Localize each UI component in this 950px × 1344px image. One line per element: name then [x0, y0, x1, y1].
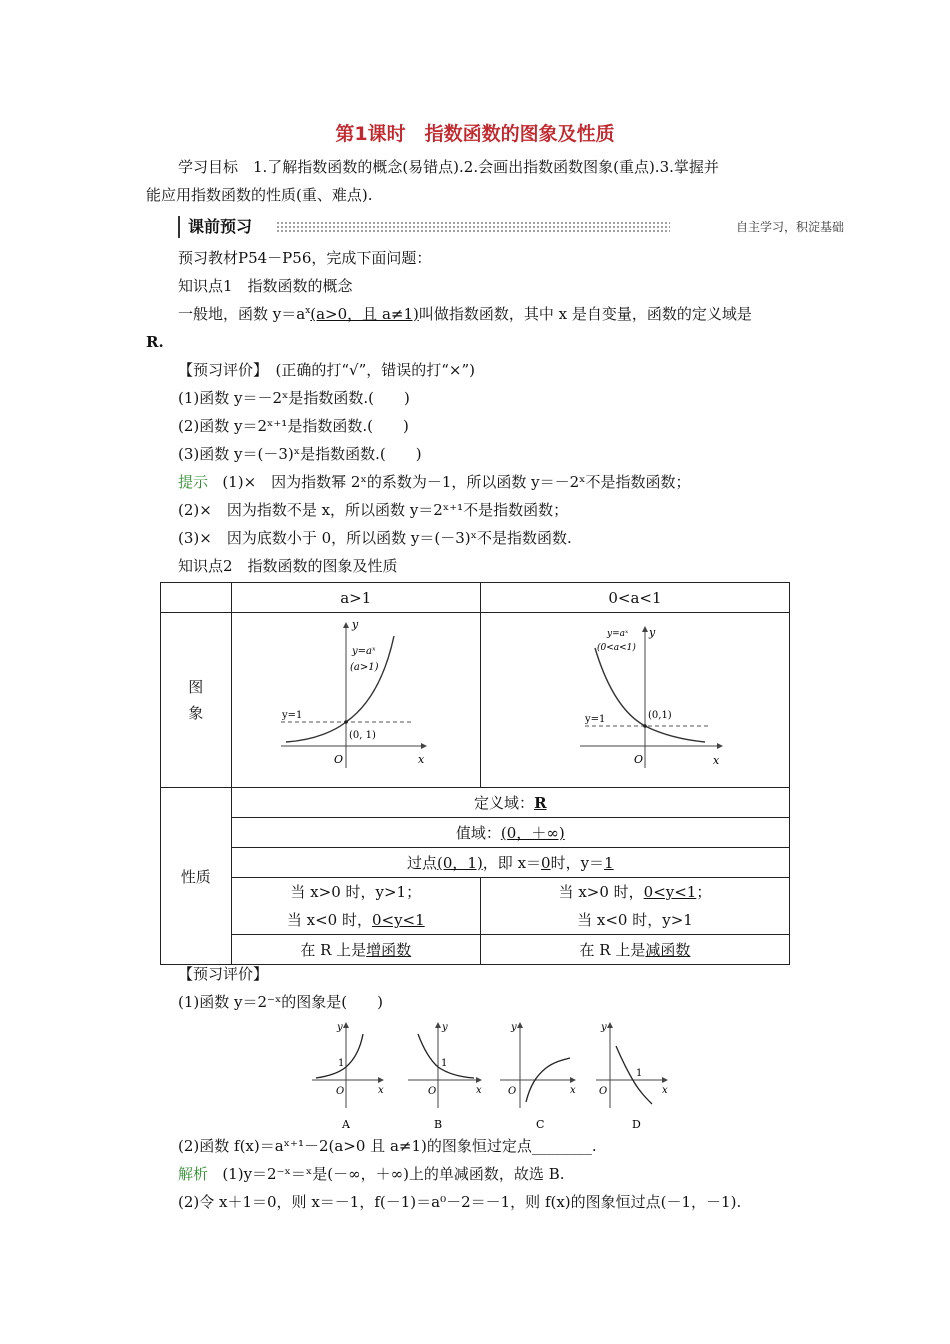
gt1-y1: y=1: [281, 710, 303, 721]
gt1-case2-pre: 当 x<0 时，: [286, 911, 372, 929]
choice-a-y: y: [337, 1022, 343, 1033]
point-mid2: 时，y＝: [550, 854, 605, 872]
col-header-lt1: 0<a<1: [480, 583, 789, 613]
choice-d-o: O: [599, 1086, 608, 1097]
gt1-eq: y=aˣ: [351, 646, 376, 657]
range-cell: [231, 818, 789, 848]
solution-2: (2)令 x＋1＝0，则 x＝－1，f(－1)＝a⁰－2＝－1，则 f(x)的图象恒过点(－1，－1).: [178, 1193, 742, 1211]
gt1-x-label: x: [417, 753, 424, 766]
choice-d-graph: [596, 1022, 668, 1131]
choice-d-x: x: [662, 1085, 668, 1096]
gt1-case1: 当 x>0 时，y>1；: [290, 883, 422, 901]
lt1-case1-val: 0<y<1: [643, 883, 697, 901]
row-label-graph: 图 象: [161, 613, 232, 788]
gt1-case2: [232, 906, 480, 934]
choice-a-x: x: [378, 1085, 384, 1096]
hint-1: (1)× 因为指数幂 2ˣ的系数为－1，所以函数 y＝－2ˣ不是指数函数；: [222, 473, 691, 491]
choice-c-graph: [500, 1022, 576, 1131]
kp1-def-post: 叫做指数函数，其中 x 是自变量，函数的定义域是: [418, 305, 752, 323]
choice-b-one: 1: [441, 1058, 448, 1069]
point-value: (0，1): [437, 854, 483, 872]
choice-d-label: D: [632, 1118, 641, 1131]
lt1-y1: y=1: [584, 714, 606, 725]
section-bar-label: 课前预习: [178, 216, 252, 238]
gt1-case2-val: 0<y<1: [371, 911, 425, 929]
choice-c-x: x: [570, 1085, 576, 1096]
kp1-definition: 一般地，函数 $y=a^x(a>0$，且 a≠1)叫做指数函数，其中 x 是自变量，函数的定义域是: [178, 305, 752, 323]
choice-d-one: 1: [636, 1068, 643, 1079]
lt1-case1-post: ；: [696, 883, 712, 901]
learning-objectives-line1: 学习目标 1.了解指数函数的概念(易错点).2.会画出指数函数图象(重点).3.掌握并: [178, 158, 719, 176]
problem-1: (1)函数 y＝2⁻ˣ的图象是( ): [178, 993, 384, 1011]
section-bar: [178, 216, 850, 238]
lt1-x-label: x: [712, 754, 720, 767]
lt1-origin: O: [633, 753, 643, 766]
kp1-def-pre: 一般地，函数 y＝a: [178, 305, 306, 323]
lt1-point: (0,1): [647, 710, 672, 721]
learning-objectives-line2: 能应用指数函数的性质(重、难点).: [146, 186, 373, 204]
values-lt1-cell: [480, 878, 789, 935]
hint-label: 提示: [178, 473, 209, 491]
graph-lt1-cell: [480, 613, 789, 788]
page-title: 第1课时 指数函数的图象及性质: [335, 123, 615, 145]
choice-graphs: [300, 1020, 680, 1132]
lt1-case1-pre: 当 x>0 时，: [558, 883, 644, 901]
eval2-title: 【预习评价】: [178, 965, 269, 983]
choice-b-o: O: [428, 1086, 437, 1097]
choice-b-graph: [408, 1022, 482, 1131]
gt1-y-label: y: [351, 618, 358, 631]
problem-2: (2)函数 f(x)＝aˣ⁺¹－2(a>0 且 a≠1)的图象恒过定点________.: [178, 1137, 597, 1155]
hint-3: (3)× 因为底数小于 0，所以函数 y＝(－3)ˣ不是指数函数.: [178, 529, 572, 547]
gt1-origin: O: [333, 753, 343, 766]
choice-b-y: y: [442, 1022, 448, 1033]
question-1: (1)函数 y＝－2ˣ是指数函数.( ): [178, 389, 410, 407]
kp1-def-cond: (a>0，且 a≠1): [310, 305, 419, 323]
domain-cell: [231, 788, 789, 818]
choice-a-o: O: [336, 1086, 345, 1097]
solution-1-line: [178, 1164, 564, 1184]
solution-1: (1)y＝2⁻ˣ＝ˣ是(－∞，＋∞)上的单减函数，故选 B.: [222, 1165, 565, 1183]
domain-label: 定义域：: [474, 794, 535, 812]
choice-b-x: x: [476, 1085, 482, 1096]
choice-c-o: O: [508, 1086, 517, 1097]
question-3: (3)函数 y＝(－3)ˣ是指数函数.( ): [178, 445, 422, 463]
graph-gt1-cell: [231, 613, 480, 788]
lt1-cond: (0<a<1): [596, 643, 636, 653]
question-2: (2)函数 y＝2ˣ⁺¹是指数函数.( ): [178, 417, 409, 435]
point-mid: ，即 x＝: [482, 854, 542, 872]
point-y: 1: [604, 854, 614, 872]
table-corner: [161, 583, 232, 613]
mono-gt1-pre: 在 R 上是: [300, 941, 367, 959]
mono-gt1-cell: [231, 935, 480, 965]
preview-instruction: 预习教材P54－P56，完成下面问题：: [178, 249, 432, 267]
graph-lt1: [545, 618, 725, 778]
choice-a-label: A: [342, 1118, 350, 1131]
mono-lt1: 减函数: [645, 941, 691, 959]
mono-lt1-cell: [480, 935, 789, 965]
range-label: 值域：: [455, 824, 501, 842]
section-bar-dots: [276, 221, 670, 233]
choice-b-label: B: [434, 1118, 443, 1131]
section-bar-right: 自主学习，积淀基础: [735, 220, 844, 234]
fixed-point-cell: [231, 848, 789, 878]
choice-a-one: 1: [338, 1058, 345, 1069]
point-x: 0: [541, 854, 551, 872]
kp1-title: 知识点1 指数函数的概念: [178, 277, 353, 295]
choice-c-label: C: [536, 1118, 545, 1131]
lt1-case2: 当 x<0 时，y>1: [577, 911, 693, 929]
col-header-gt1: a>1: [231, 583, 480, 613]
choice-d-y: y: [601, 1022, 607, 1033]
lt1-eq: y=aˣ: [606, 629, 629, 639]
gt1-cond: (a>1): [349, 662, 379, 673]
lt1-case1: [481, 878, 789, 906]
graph-gt1: [276, 618, 436, 778]
choice-a-graph: [312, 1022, 384, 1131]
gt1-point: (0, 1): [348, 730, 376, 741]
kp1-def-end: R.: [146, 333, 164, 351]
point-pre: 过点: [406, 854, 437, 872]
choice-c-y: y: [511, 1022, 517, 1033]
domain-value: R: [534, 794, 547, 812]
solution-label: 解析: [178, 1165, 209, 1183]
kp2-title: 知识点2 指数函数的图象及性质: [178, 557, 398, 575]
mono-gt1: 增函数: [366, 941, 412, 959]
eval1-title: 【预习评价】 (正确的打“√”，错误的打“×”): [178, 361, 476, 379]
exp-function-table: [160, 582, 790, 965]
mono-lt1-pre: 在 R 上是: [579, 941, 646, 959]
range-value: (0，＋∞): [500, 824, 565, 842]
values-gt1-cell: [231, 878, 480, 935]
hint-2: (2)× 因为指数不是 x，所以函数 y＝2ˣ⁺¹不是指数函数；: [178, 501, 569, 519]
row-label-props: 性质: [161, 788, 232, 965]
lt1-y-label: y: [648, 626, 656, 639]
hint-1-line: [178, 472, 691, 492]
